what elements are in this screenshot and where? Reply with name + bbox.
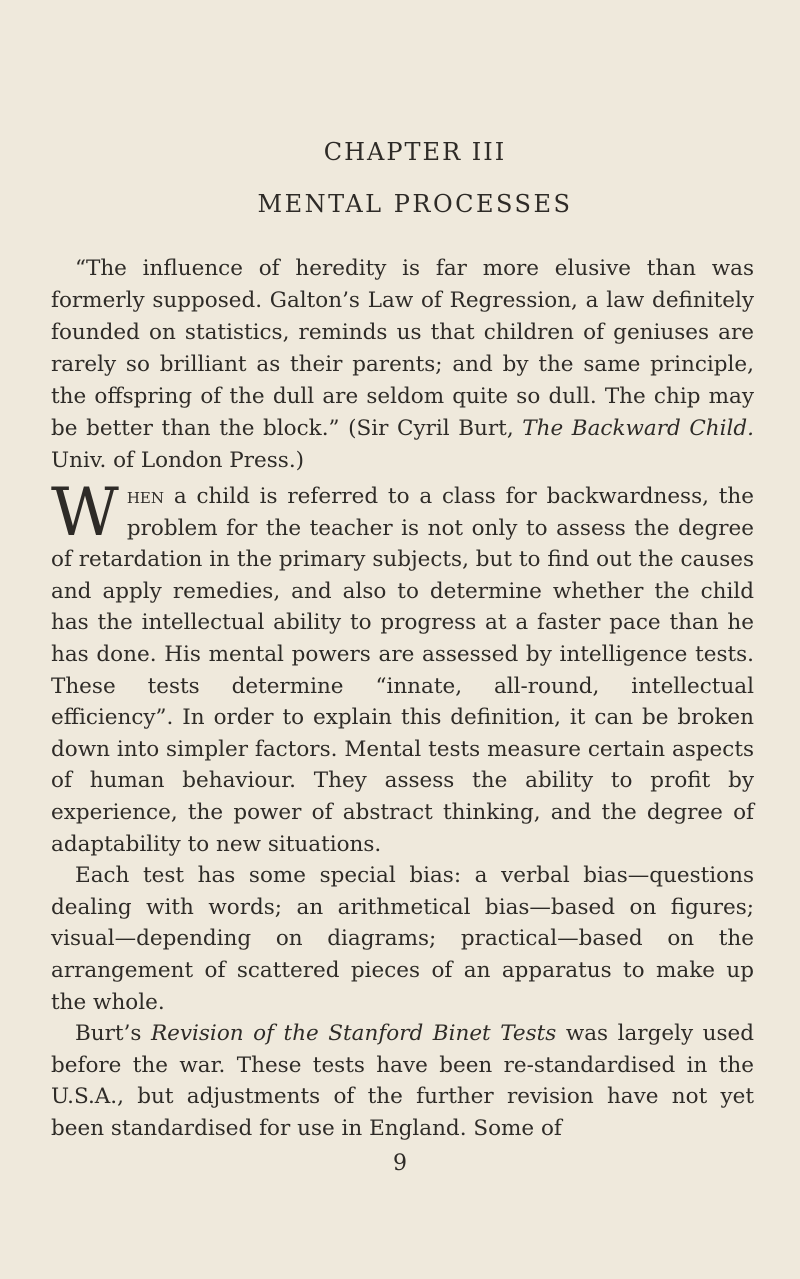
epigraph-paragraph — [51, 253, 754, 477]
paragraph-2: Each test has some special bias: a verbal bias—questions dealing with words; an arithmetical bias—based on figures; visual—depending on diagrams; practical—based on the arrangement of scattered pieces of an apparatus to make up the whole. — [51, 863, 754, 1015]
chapter-title: MENTAL PROCESSES — [257, 190, 573, 218]
epigraph-citation-prefix: (Sir Cyril Burt, — [339, 416, 523, 441]
epigraph — [51, 253, 754, 477]
paragraph-1 — [51, 474, 754, 860]
paragraph-1-text: a child is referred to a class for backwardness, the problem for the teacher is not only to assess the degree of retardation in the primary subjects, but to find out the causes and apply remedies, and also to determine whether the child has the intellectual ability to progress at a faster pace than he has done. His mental powers are assessed by intelligence tests. These tests determine “innate, all-round, intellectual efficiency”. In order to explain this definition, it can be broken down into simpler factors. Mental tests measure certain aspects of human behaviour. They assess the ability to profit by experience, the power of abstract thinking, and the degree of adaptability to new situations. — [51, 484, 754, 857]
chapter-label: CHAPTER III — [323, 138, 507, 166]
epigraph-quote: “The influence of heredity is far more elusive than was formerly supposed. Galton’s Law of Regression, a law definitely founded on statistics, reminds us that children of geniuses are rarely so brilliant as their parents; and by the same principle, the offspring of the dull are seldom quite so dull. The chip may be better than the block.” — [51, 256, 754, 441]
opening-small-caps: hen — [126, 484, 164, 509]
paragraph-3-title: Revision of the Stanford Binet Tests — [150, 1021, 557, 1047]
drop-cap: W — [51, 474, 119, 551]
epigraph-citation-suffix: Univ. of London Press.) — [51, 448, 305, 473]
body-text — [51, 474, 754, 1144]
page-number: 9 — [393, 1151, 407, 1176]
paragraph-3-prefix: Burt’s — [75, 1021, 151, 1047]
paragraph-3-suffix: was largely used before the war. These tests have been re-standardised in the U.S.A., but adjustments of the further revision have not yet been standardised for use in England. Some of — [51, 1021, 754, 1141]
paragraph-3 — [51, 1018, 754, 1144]
epigraph-citation-title: The Backward Child. — [522, 416, 754, 441]
